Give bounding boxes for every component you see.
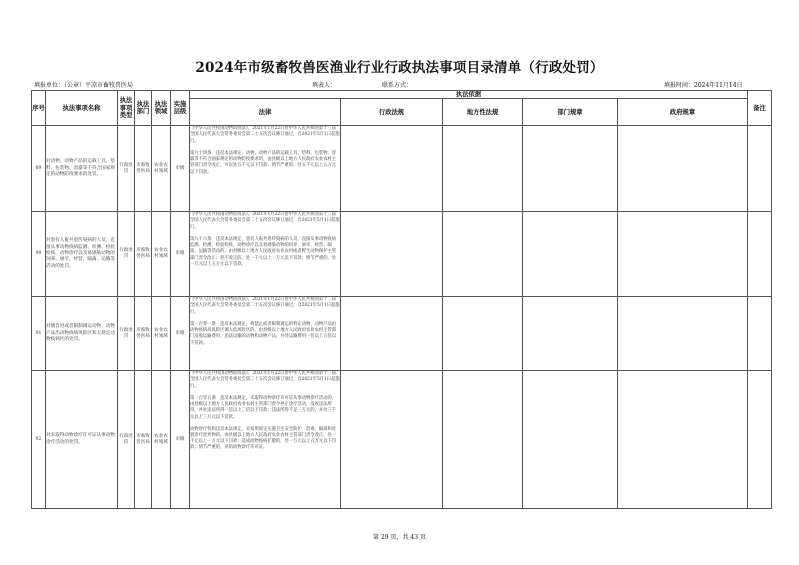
row-seq: 92 [32, 371, 46, 509]
header-dept-rule: 部门规章 [523, 99, 618, 126]
row-law [190, 212, 341, 297]
row-level: 市级 [171, 371, 190, 509]
row-dept: 市畜牧兽医局 [135, 212, 152, 297]
table-row [32, 371, 772, 509]
header-gov-rule: 政府规章 [618, 99, 748, 126]
fill-date: 填报时间：2024年11月14日 [664, 82, 743, 89]
law-text: 《中华人民共和国动物防疫法》，2021年1月22日由中华人民共和国第十三届全国人民代表大会常务委员会第二十五次会议修订通过，自2021年5月1日起施行。 [190, 212, 340, 230]
row-dept: 市畜牧兽医局 [135, 371, 152, 509]
law-text: 动物诊疗机构违反本法规定，未按照规定实施卫生安全防护、消毒、隔离和处置诊疗废弃物的，由县级以上地方人民政府农业农村主管部门责令改正，处一千元以上一万元以下罚款；造成动物疫病扩散的，处一万元以上五万元以下罚款；情节严重的，吊销动物诊疗许可证。 [190, 426, 337, 451]
row-name: 对患有人畜共患传染病的人员，直接从事动物疫病监测、检测、检验检疫，动物诊疗以及易感染动物的饲养、屠宰、经营、隔离、运输等活动的处罚。 [46, 212, 118, 297]
header-type: 执法事项类型 [118, 91, 135, 126]
row-level: 市级 [171, 212, 190, 297]
header-basis: 执法依据 [190, 91, 748, 99]
row-dept: 市畜牧兽医局 [135, 126, 152, 212]
header-remark: 备注 [748, 91, 772, 126]
law-text: 第九十六条 违反本法规定，患有人畜共患传染病的人员，直接从事动物疫病监测、检测、检验检疫，动物诊疗以及易感染动物的饲养、屠宰、经营、隔离、运输等活动的，由县级以上地方人民政府农业农村或者野生动物保护主管部门责令改正；拒不改正的，处一千元以上一万元以下罚款；情节严重的，处一万元以上五万元以下罚款。 [190, 236, 337, 267]
fill-unit: 填报单位：（公章）平凉市畜牧兽医局 [34, 82, 134, 89]
row-law [190, 297, 341, 371]
header-seq: 序号 [32, 91, 46, 126]
law-text: 第九十四条 违反本法规定，动物、动物产品的运载工具、垫料、包装物、容器等不符合国家规定的动物防疫要求的，由县级以上地方人民政府农业农村主管部门责令改正，可以处五千元以下罚款；情节严重的，处五千元以上五万元以下罚款。 [190, 150, 337, 175]
row-level: 市级 [171, 126, 190, 212]
row-seq: 90 [32, 212, 46, 297]
law-text: 第一百零一条 违反本法规定，将禁止或者限制调运的特定动物、动物产品由动物疫病高风险区调入低风险区的，由县级以上地方人民政府农业农村主管部门没收运输费用、违法运输的动物和动物产品，并处运输费用一倍以上五倍以下罚款。 [190, 321, 337, 346]
header-admin-reg: 行政法规 [341, 99, 443, 126]
row-type: 行政处罚 [118, 297, 135, 371]
table-row [32, 212, 772, 297]
page-footer: 第 29 页，共 43 页 [373, 534, 426, 541]
enforcement-table [31, 90, 772, 509]
row-name: 对擅自进或者限制调运动物、动物产品出动物疫病风险区和无规定动物疫病区的处罚。 [46, 297, 118, 371]
row-field: 农业农村领域 [152, 212, 171, 297]
row-field: 农业农村领域 [152, 126, 171, 212]
header-field: 执法领域 [152, 91, 171, 126]
row-dept: 市畜牧兽医局 [135, 297, 152, 371]
row-type: 行政处罚 [118, 371, 135, 509]
row-type: 行政处罚 [118, 212, 135, 297]
header-name: 执法事项名称 [46, 91, 118, 126]
row-law [190, 126, 341, 212]
law-text: 第一百零五条 违反本法规定，未取得动物诊疗许可证从事动物诊疗活动的，由县级以上地方人民政府农业农村主管部门责令停止诊疗活动，没收违法所得，并处违法所得一倍以上三倍以下罚款；违法所得不足三万元的，并处三千元以上三万元以下罚款。 [190, 395, 337, 420]
table-row [32, 126, 772, 212]
row-name: 对未取得动物诊疗许可证从事动物诊疗活动的处罚。 [46, 371, 118, 509]
table-row [32, 297, 772, 371]
header-level: 实施层级 [171, 91, 190, 126]
row-law [190, 371, 341, 509]
row-field: 农业农村领域 [152, 371, 171, 509]
row-name: 对动物、动物产品的运载工具、垫料、包装物、容器等不符合国家规定的动物防疫要求的处罚。 [46, 126, 118, 212]
law-text: 《中华人民共和国动物防疫法》，2021年1月22日由中华人民共和国第十三届全国人民代表大会常务委员会第二十五次会议修订通过，自2021年5月1日起施行。 [190, 126, 340, 144]
header-local-reg: 地方性法规 [443, 99, 523, 126]
row-seq: 89 [32, 126, 46, 212]
row-type: 行政处罚 [118, 126, 135, 212]
filler: 填表人： [312, 82, 337, 89]
page-title: 2024年市级畜牧兽医渔业行业行政执法事项目录清单（行政处罚） [195, 60, 604, 76]
row-level: 市级 [171, 297, 190, 371]
header-dept: 执法部门 [135, 91, 152, 126]
header-law: 法律 [190, 99, 341, 126]
law-text: 《中华人民共和国动物防疫法》，2021年1月22日由中华人民共和国第十三届全国人民代表大会常务委员会第二十五次会议修订通过，自2021年5月1日起施行。 [190, 297, 340, 315]
row-seq: 91 [32, 297, 46, 371]
law-text: 《中华人民共和国动物防疫法》，2021年1月22日由中华人民共和国第十三届全国人民代表大会常务委员会第二十五次会议修订通过，自2021年5月1日起施行。 [190, 371, 340, 389]
row-field: 农业农村领域 [152, 297, 171, 371]
contact: 联系方式： [382, 82, 413, 89]
